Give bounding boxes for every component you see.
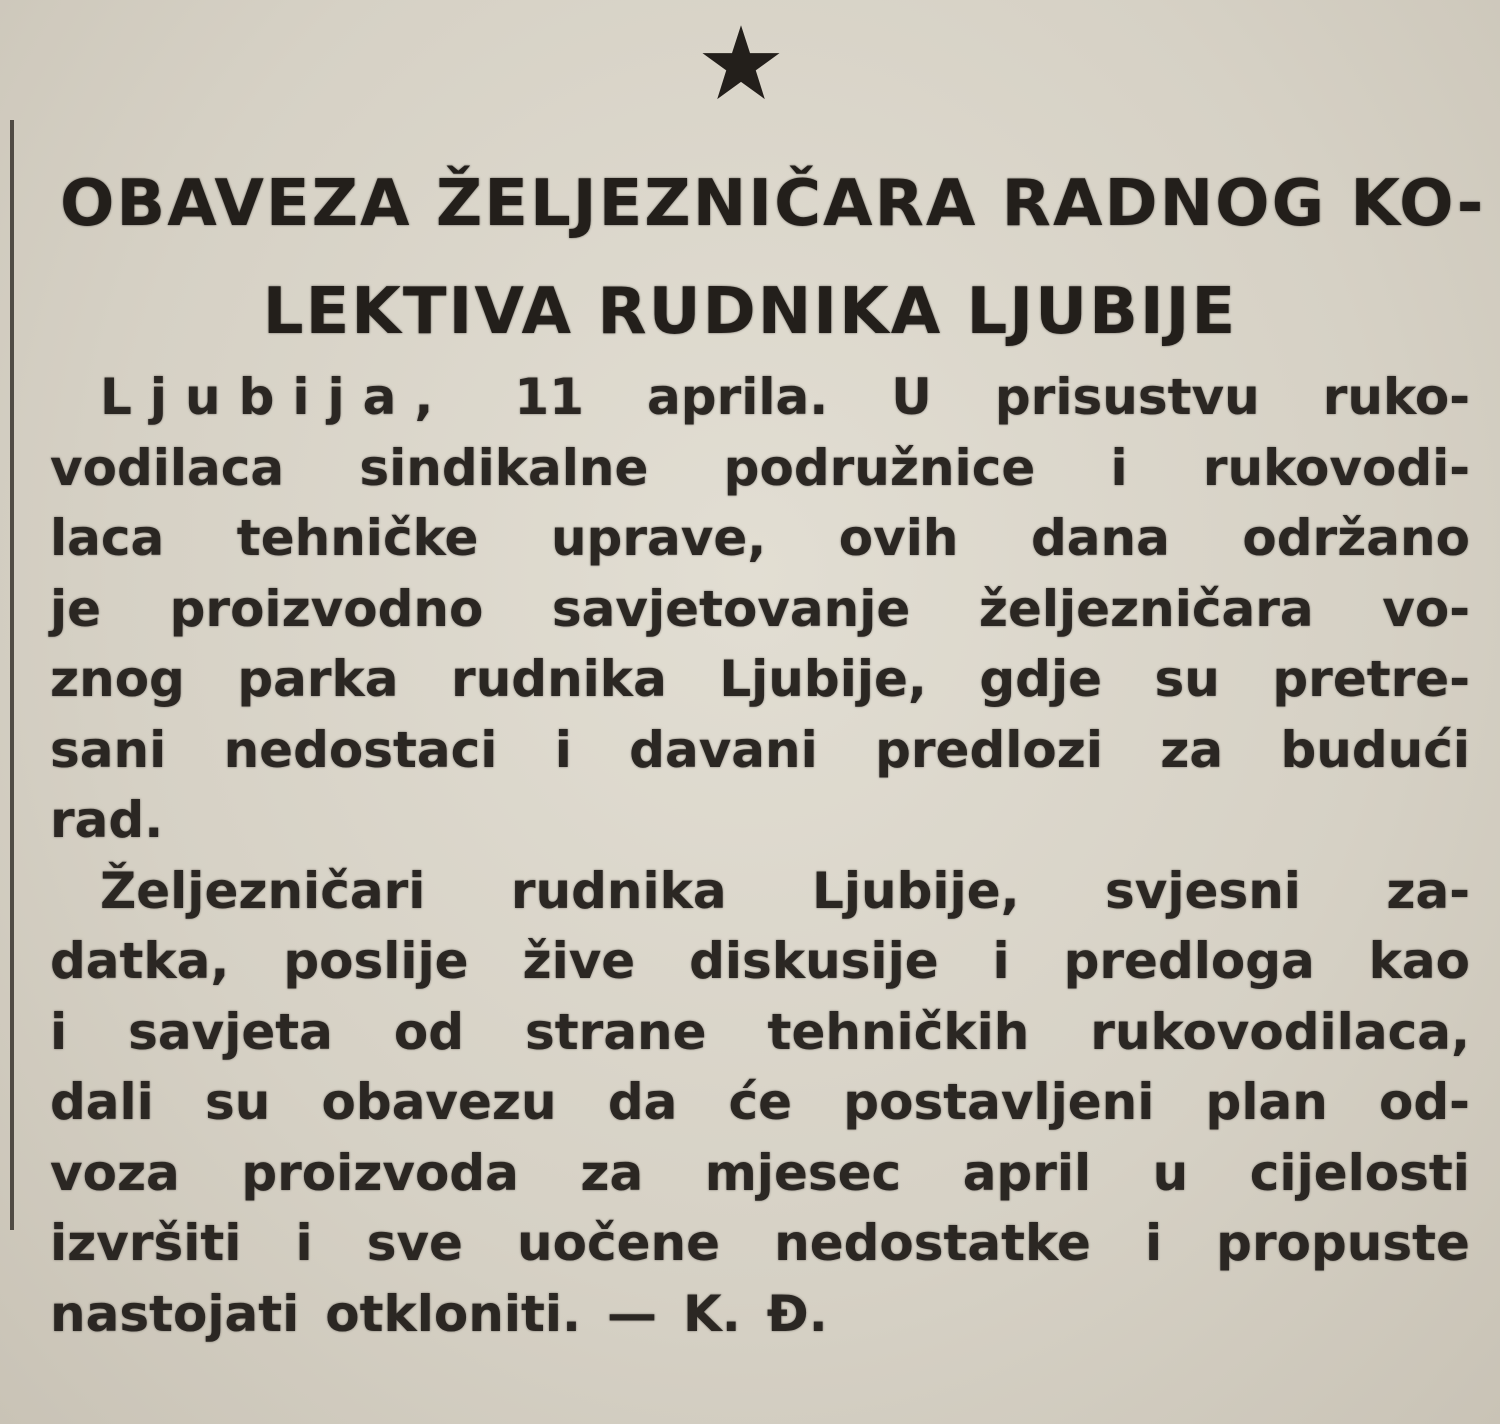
word: u [1152, 1143, 1189, 1202]
word: pretre- [1272, 650, 1470, 708]
word: savjetovanje [551, 579, 911, 638]
word: plan [1205, 1073, 1328, 1131]
word: — [607, 1284, 658, 1343]
word: datka, [50, 932, 230, 990]
text-line [50, 926, 1470, 997]
word: i [50, 1002, 68, 1061]
word: od [393, 1002, 465, 1061]
text-line [50, 503, 1470, 574]
text-line [50, 362, 1470, 433]
word: predlozi [875, 720, 1103, 779]
word: ovih [838, 509, 959, 567]
word: april [962, 1143, 1092, 1202]
word: željezničara [978, 579, 1314, 638]
word: sve [366, 1214, 463, 1272]
word: obavezu [321, 1073, 557, 1131]
word: U [891, 368, 932, 426]
text-line [50, 1138, 1470, 1209]
word: i [1110, 438, 1128, 497]
word: K. [683, 1284, 741, 1343]
word: i [1144, 1214, 1163, 1272]
word: i [295, 1214, 313, 1272]
word: Ljubije, [719, 650, 927, 708]
word: Ljubija, [100, 368, 452, 426]
word: je [50, 579, 102, 638]
word: dana [1030, 509, 1170, 567]
word: uočene [517, 1214, 721, 1272]
text-line [50, 785, 1470, 856]
word: i [554, 720, 572, 779]
word: budući [1280, 720, 1470, 779]
text-line [50, 1279, 1470, 1350]
word: rudnika [510, 861, 727, 920]
word: nedostatke [774, 1214, 1091, 1272]
word: svjesni [1105, 861, 1301, 920]
word: cijelosti [1249, 1143, 1470, 1202]
word: laca [50, 509, 165, 567]
star-icon [700, 22, 782, 104]
word: gdje [979, 650, 1103, 708]
word: voza [50, 1143, 180, 1202]
column-rule [10, 120, 14, 1230]
word: dali [50, 1073, 154, 1131]
word: da [607, 1073, 678, 1131]
word: za [1160, 720, 1224, 779]
word: podružnice [723, 438, 1036, 497]
word: 11 [514, 368, 585, 426]
word: rad. [50, 791, 164, 849]
text-line [50, 715, 1470, 786]
word: strane [525, 1002, 707, 1061]
word: će [728, 1073, 793, 1131]
word: poslije [283, 932, 469, 990]
word: Ljubije, [812, 861, 1020, 920]
word: savjeta [128, 1002, 333, 1061]
word: otkloniti. [325, 1284, 582, 1343]
word: sindikalne [359, 438, 649, 497]
word: proizvodno [169, 579, 484, 638]
text-line [50, 1208, 1470, 1279]
word: Željezničari [100, 861, 426, 920]
word: vodilaca [50, 438, 285, 497]
word: su [1154, 650, 1220, 708]
text-line [50, 1067, 1470, 1138]
word: mjesec [704, 1143, 902, 1202]
text-line [50, 433, 1470, 504]
word: davani [629, 720, 818, 779]
word: znog [50, 650, 185, 708]
word: parka [237, 650, 399, 708]
word: aprila. [647, 368, 829, 426]
word: kao [1368, 932, 1470, 990]
word: žive [522, 932, 636, 990]
paragraph-2 [50, 856, 1470, 1350]
article-body [50, 362, 1470, 1349]
word: tehničke [236, 509, 479, 567]
word: postavljeni [843, 1073, 1155, 1131]
text-line [50, 856, 1470, 927]
word: tehničkih [767, 1002, 1030, 1061]
word: izvršiti [50, 1214, 242, 1272]
word: rukovodilaca, [1090, 1002, 1470, 1061]
headline-line-2: LEKTIVA RUDNIKA LJUBIJE [262, 275, 1238, 349]
word: rukovodi- [1202, 438, 1470, 497]
word: propuste [1216, 1214, 1470, 1272]
word: za [580, 1143, 644, 1202]
word: predloga [1063, 932, 1315, 990]
word: su [205, 1073, 271, 1131]
word: rudnika [451, 650, 667, 708]
word: prisustvu [994, 368, 1260, 426]
paragraph-1 [50, 362, 1470, 856]
word: vo- [1382, 579, 1470, 638]
word: za- [1386, 861, 1470, 920]
text-line [50, 997, 1470, 1068]
text-line [50, 574, 1470, 645]
word: od- [1379, 1073, 1470, 1131]
word: sani [50, 720, 167, 779]
word: nedostaci [223, 720, 498, 779]
word: uprave, [550, 509, 767, 567]
headline-line-1: OBAVEZA ŽELJEZNIČARA RADNOG KO- [60, 167, 1486, 241]
word: održano [1242, 509, 1470, 567]
word: ruko- [1322, 368, 1470, 426]
word: Đ. [766, 1284, 828, 1343]
article-headline [60, 150, 1486, 366]
text-line [50, 644, 1470, 715]
word: proizvoda [241, 1143, 519, 1202]
word: i [992, 932, 1010, 990]
word: diskusije [689, 932, 939, 990]
word: nastojati [50, 1284, 300, 1343]
